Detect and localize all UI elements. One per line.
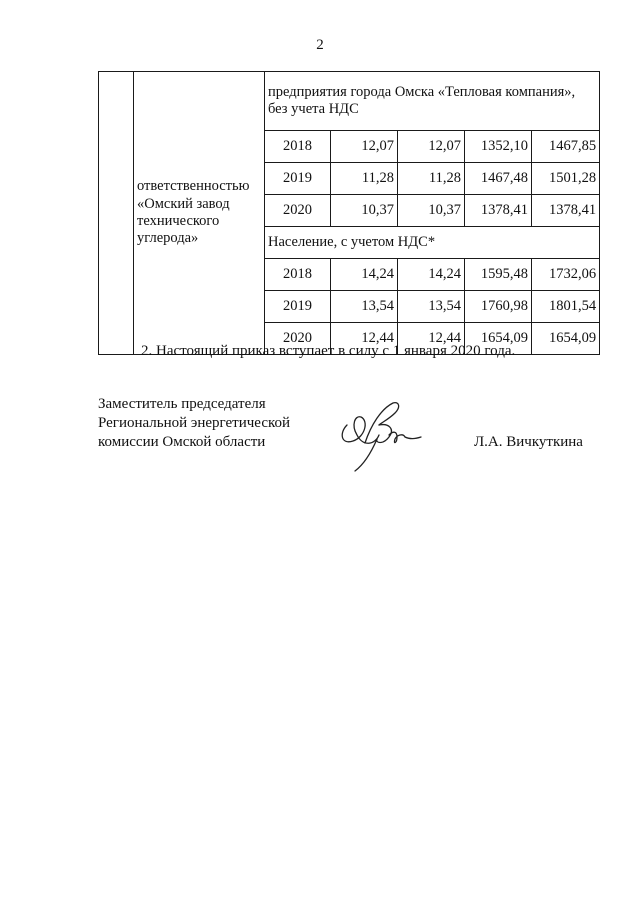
position-line: Региональной энергетической <box>98 415 291 431</box>
value-cell: 12,44 <box>398 323 465 355</box>
value-cell: 1467,85 <box>532 131 600 163</box>
position-line: Заместитель председателя <box>98 396 266 412</box>
year-cell: 2019 <box>265 163 331 195</box>
value-cell: 1654,09 <box>532 323 600 355</box>
year-cell: 2018 <box>265 131 331 163</box>
value-cell: 1801,54 <box>532 291 600 323</box>
year-cell: 2020 <box>265 323 331 355</box>
value-cell: 1595,48 <box>465 259 532 291</box>
value-cell: 10,37 <box>398 195 465 227</box>
value-cell: 1352,10 <box>465 131 532 163</box>
value-cell: 1501,28 <box>532 163 600 195</box>
value-cell: 14,24 <box>331 259 398 291</box>
value-cell: 12,07 <box>331 131 398 163</box>
value-cell: 1760,98 <box>465 291 532 323</box>
value-cell: 11,28 <box>331 163 398 195</box>
value-cell: 11,28 <box>398 163 465 195</box>
year-cell: 2020 <box>265 195 331 227</box>
number-cell <box>99 72 134 355</box>
value-cell: 1378,41 <box>465 195 532 227</box>
page-number: 2 <box>316 37 324 53</box>
table-row <box>99 72 600 131</box>
value-cell: 1654,09 <box>465 323 532 355</box>
value-cell: 10,37 <box>331 195 398 227</box>
handwritten-signature <box>335 395 430 475</box>
value-cell: 13,54 <box>398 291 465 323</box>
year-cell: 2019 <box>265 291 331 323</box>
signatory-position <box>98 395 290 452</box>
value-cell: 1732,06 <box>532 259 600 291</box>
position-line: комиссии Омской области <box>98 434 266 450</box>
value-cell: 1467,48 <box>465 163 532 195</box>
tariff-table <box>98 71 600 355</box>
value-cell: 12,07 <box>398 131 465 163</box>
value-cell: 12,44 <box>331 323 398 355</box>
organization-name-cell: ответственностью «Омский завод технического углерода» <box>134 72 265 355</box>
order-item-2: 2. Настоящий приказ вступает в силу с 1 января 2020 года. <box>141 343 516 359</box>
value-cell: 1378,41 <box>532 195 600 227</box>
group-title-cell: предприятия города Омска «Тепловая компания», без учета НДС <box>265 72 600 131</box>
value-cell: 13,54 <box>331 291 398 323</box>
signer-name: Л.А. Вичкуткина <box>474 434 583 450</box>
group-title-cell: Население, с учетом НДС* <box>265 227 600 259</box>
value-cell: 14,24 <box>398 259 465 291</box>
year-cell: 2018 <box>265 259 331 291</box>
